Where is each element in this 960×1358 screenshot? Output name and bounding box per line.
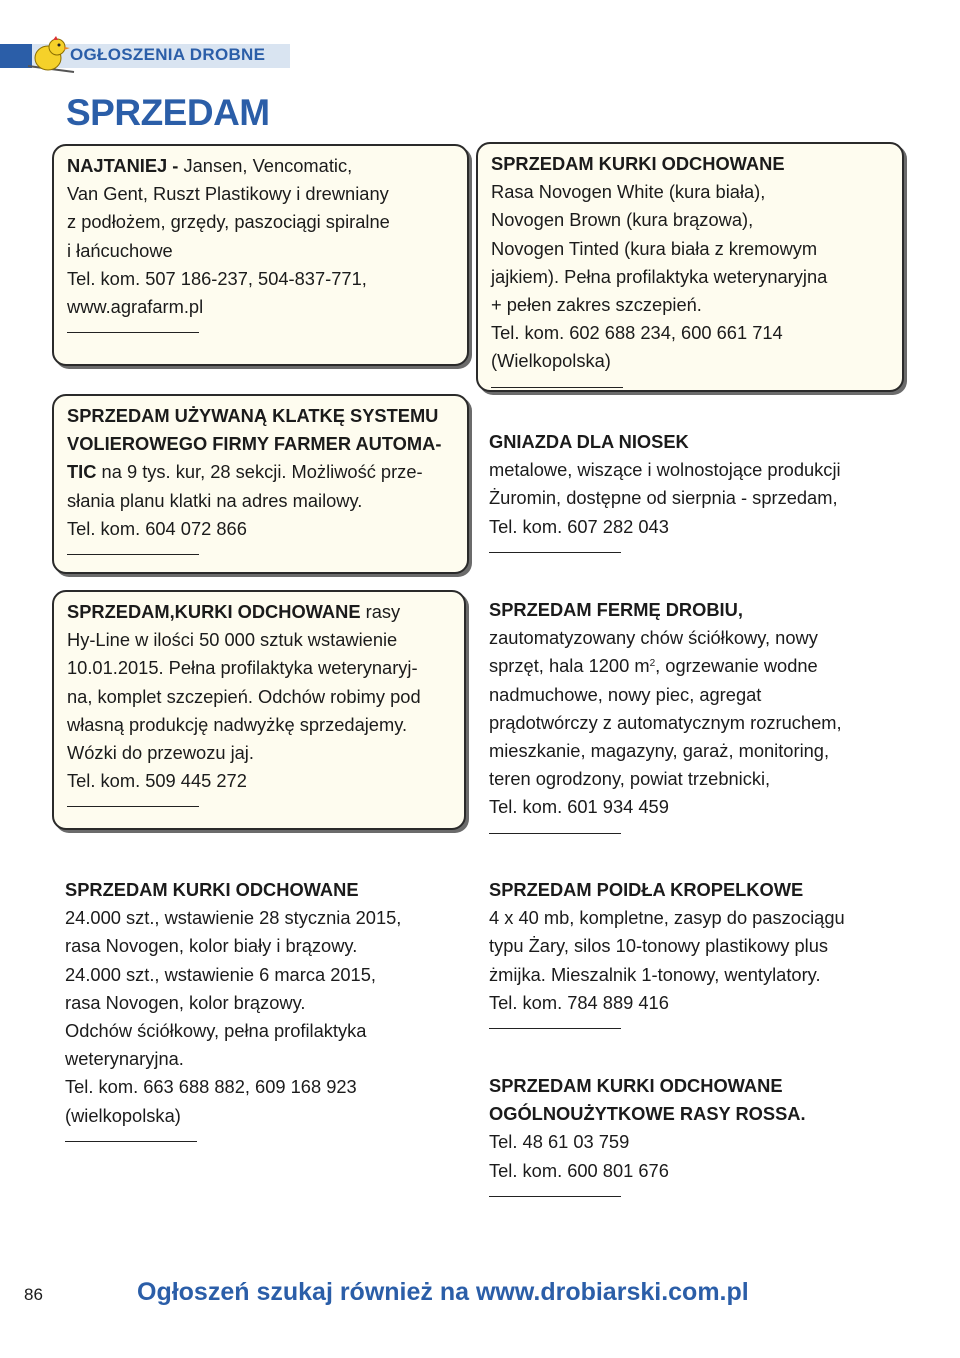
ad-line — [491, 319, 886, 347]
ad-separator — [489, 1196, 621, 1197]
ad-line — [67, 265, 451, 293]
ad-line — [67, 152, 451, 180]
ad-line — [489, 624, 889, 652]
ad-line — [491, 347, 886, 375]
ad-block — [489, 1072, 889, 1197]
ad-text: 24.000 szt., wstawienie 28 stycznia 2015, — [65, 907, 402, 929]
ad-text: typu Żary, silos 10-tonowy plastikowy plus — [489, 935, 829, 957]
ad-text: teren ogrodzony, powiat trzebnicki, — [489, 768, 771, 790]
ad-line — [489, 513, 889, 541]
ad-line — [67, 654, 448, 682]
ad-text: rasa Novogen, kolor brązowy. — [65, 991, 306, 1013]
ad-heading: SPRZEDAM POIDŁA KROPELKOWE — [489, 879, 804, 900]
ad-separator — [489, 1028, 621, 1029]
superscript: 2 — [649, 658, 656, 670]
ad-text: i łańcuchowe — [67, 239, 173, 261]
ad-line — [489, 484, 889, 512]
ad-line — [491, 206, 886, 234]
ad-text: własną produkcję nadwyżkę sprzedajemy. — [67, 713, 408, 735]
ad-text: Tel. kom. 600 801 676 — [489, 1159, 669, 1181]
ad-line — [491, 235, 886, 263]
ad-text: rasa Novogen, kolor biały i brązowy. — [65, 935, 358, 957]
ad-heading: VOLIEROWEGO FIRMY FARMER AUTOMA- — [67, 433, 442, 455]
ad-text: Novogen Brown (kura brązowa), — [491, 209, 754, 231]
ad-line — [489, 681, 889, 709]
ad-text: Tel. 48 61 03 759 — [489, 1131, 630, 1153]
ad-line — [67, 208, 451, 236]
ad-block — [65, 876, 465, 1142]
ad-text: rasy — [360, 601, 401, 622]
ad-heading: SPRZEDAM,KURKI ODCHOWANE — [67, 601, 361, 622]
ad-text: Tel. kom. 663 688 882, 609 168 923 — [65, 1076, 357, 1098]
ad-text: Tel. kom. 604 072 866 — [67, 517, 247, 539]
ad-heading: OGÓLNOUŻYTKOWE RASY ROSSA. — [489, 1103, 806, 1125]
ad-line — [65, 961, 465, 989]
ad-text: Rasa Novogen White (kura biała), — [491, 181, 766, 203]
ad-separator — [67, 332, 199, 333]
ad-text: Żuromin, dostępne od sierpnia - sprzedam, — [489, 487, 838, 509]
ad-line — [491, 150, 886, 178]
ad-line — [489, 876, 889, 904]
ad-line — [67, 458, 451, 486]
ad-line — [65, 1045, 465, 1073]
ad-heading: TIC — [67, 461, 97, 483]
ad-line — [67, 683, 448, 711]
ad-line — [489, 1128, 889, 1156]
section-header-title: OGŁOSZENIA DROBNE — [70, 45, 266, 64]
ad-text: www.agrafarm.pl — [67, 296, 204, 318]
ad-line — [489, 904, 889, 932]
ad-heading: NAJTANIEJ - — [67, 155, 184, 176]
ad-line — [489, 596, 889, 624]
ad-text: Wózki do przewozu jaj. — [67, 742, 254, 764]
chick-icon — [26, 36, 76, 76]
ad-line — [489, 428, 889, 456]
ad-line — [489, 652, 889, 680]
ad-line — [67, 430, 451, 458]
ad-line — [65, 932, 465, 960]
footer-website-note: Ogłoszeń szukaj również na www.drobiarski.com.pl — [137, 1278, 749, 1306]
ad-heading: SPRZEDAM KURKI ODCHOWANE — [489, 1075, 783, 1096]
ad-line — [489, 989, 889, 1017]
ad-text: Tel. kom. 784 889 416 — [489, 991, 669, 1013]
ad-separator — [491, 387, 623, 388]
ad-separator — [67, 554, 199, 555]
ad-box — [476, 142, 904, 392]
ad-line — [67, 767, 448, 795]
ad-line — [67, 626, 448, 654]
ad-text: żmijka. Mieszalnik 1-tonowy, wentylatory. — [489, 963, 821, 985]
ad-heading: SPRZEDAM KURKI ODCHOWANE — [65, 879, 359, 900]
ad-line — [65, 989, 465, 1017]
ad-line — [489, 737, 889, 765]
ad-block — [489, 428, 889, 553]
ad-text: sprzęt, hala 1200 m — [489, 655, 650, 677]
page-number: 86 — [24, 1285, 43, 1304]
ad-text: , ogrzewanie wodne — [655, 655, 818, 677]
ad-line — [65, 876, 465, 904]
ad-text: (Wielkopolska) — [491, 350, 611, 372]
ad-box — [52, 394, 469, 574]
ad-line — [489, 932, 889, 960]
ad-text: Jansen, Vencomatic, — [183, 155, 353, 176]
ad-line — [489, 765, 889, 793]
ad-heading: GNIAZDA DLA NIOSEK — [489, 431, 689, 452]
ad-line — [67, 237, 451, 265]
ad-line — [489, 1100, 889, 1128]
ad-line — [67, 180, 451, 208]
ad-text: weterynaryjna. — [65, 1048, 184, 1070]
ad-text: mieszkanie, magazyny, garaż, monitoring, — [489, 740, 830, 762]
ad-line — [67, 711, 448, 739]
ad-text: Tel. kom. 507 186-237, 504-837-771, — [67, 267, 367, 289]
ad-separator — [65, 1141, 197, 1142]
ad-line — [489, 793, 889, 821]
ad-text: Tel. kom. 601 934 459 — [489, 796, 669, 818]
ad-text: (wielkopolska) — [65, 1104, 181, 1126]
ad-line — [489, 1157, 889, 1185]
ad-line — [491, 178, 886, 206]
ad-line — [67, 402, 451, 430]
ad-heading: SPRZEDAM UŻYWANĄ KLATKĘ SYSTEMU — [67, 405, 439, 426]
ad-text: Van Gent, Ruszt Plastikowy i drewniany — [67, 183, 389, 205]
ad-text: + pełen zakres szczepień. — [491, 294, 702, 316]
ad-box — [52, 144, 469, 366]
ad-line — [489, 709, 889, 737]
ad-text: na, komplet szczepień. Odchów robimy pod — [67, 685, 421, 707]
ad-text: Hy-Line w ilości 50 000 sztuk wstawienie — [67, 629, 398, 651]
page-title: SPRZEDAM — [66, 92, 270, 133]
ad-text: 24.000 szt., wstawienie 6 marca 2015, — [65, 963, 376, 985]
ad-text: 10.01.2015. Pełna profilaktyka weterynaryj- — [67, 657, 418, 679]
ad-text: jajkiem). Pełna profilaktyka weterynaryjna — [491, 265, 828, 287]
ad-text: metalowe, wiszące i wolnostojące produkcji — [489, 459, 841, 481]
ad-text: Tel. kom. 602 688 234, 600 661 714 — [491, 322, 783, 344]
ad-text: słania planu klatki na adres mailowy. — [67, 489, 363, 511]
ad-text: nadmuchowe, nowy piec, agregat — [489, 683, 762, 705]
ad-line — [67, 515, 451, 543]
ad-line — [65, 904, 465, 932]
ad-line — [489, 961, 889, 989]
ad-text: Tel. kom. 607 282 043 — [489, 515, 669, 537]
ad-text: Odchów ściółkowy, pełna profilaktyka — [65, 1020, 367, 1042]
ad-text: z podłożem, grzędy, paszociągi spiralne — [67, 211, 390, 233]
ad-text: Tel. kom. 509 445 272 — [67, 770, 247, 792]
ad-heading: SPRZEDAM KURKI ODCHOWANE — [491, 153, 785, 174]
ad-line — [489, 1072, 889, 1100]
ad-line — [65, 1017, 465, 1045]
ad-line — [65, 1102, 465, 1130]
ad-separator — [489, 833, 621, 834]
ad-text: Novogen Tinted (kura biała z kremowym — [491, 237, 818, 259]
ad-line — [67, 739, 448, 767]
ad-line — [491, 263, 886, 291]
ad-text: prądotwórczy z automatycznym rozruchem, — [489, 711, 842, 733]
ad-block — [489, 876, 889, 1029]
ad-separator — [489, 552, 621, 553]
ad-line — [67, 487, 451, 515]
ad-separator — [67, 806, 199, 807]
ad-text: 4 x 40 mb, kompletne, zasyp do paszociągu — [489, 907, 845, 929]
ad-line — [491, 291, 886, 319]
ad-line — [67, 598, 448, 626]
ad-line — [489, 456, 889, 484]
ad-line — [65, 1073, 465, 1101]
ad-heading: SPRZEDAM FERMĘ DROBIU, — [489, 599, 743, 620]
ad-text: zautomatyzowany chów ściółkowy, nowy — [489, 627, 818, 649]
ad-text: na 9 tys. kur, 28 sekcji. Możliwość prze- — [96, 461, 423, 483]
ad-block — [489, 596, 889, 834]
ad-line — [67, 293, 451, 321]
ad-box — [52, 590, 466, 830]
